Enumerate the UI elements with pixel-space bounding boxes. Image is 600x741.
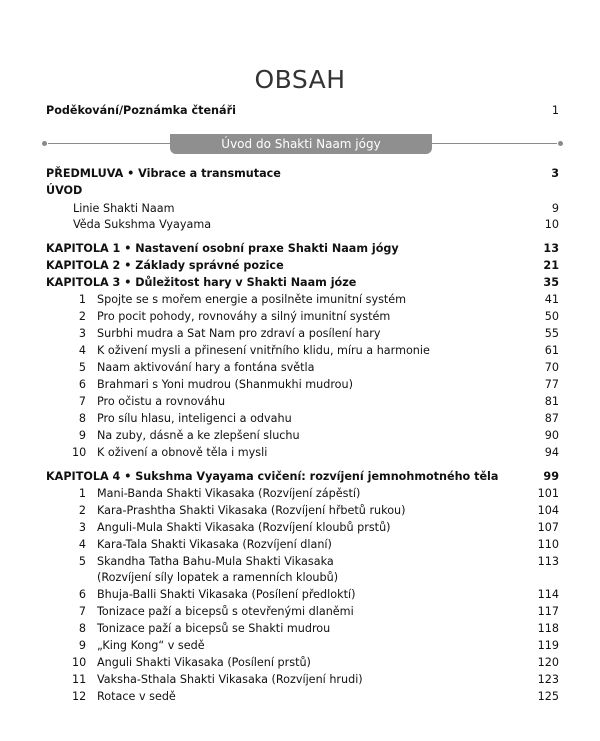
toc-entry-label: Pro sílu hlasu, inteligenci a odvahu — [97, 412, 292, 425]
toc-entry-page: 110 — [537, 538, 559, 551]
divider-dot-right — [558, 141, 563, 146]
toc-item-number: 6 — [78, 378, 86, 391]
toc-entry-label: KAPITOLA 4 • Sukshma Vyayama cvičení: rozvíjení jemnohmotného těla — [46, 470, 499, 483]
toc-item-number: 3 — [78, 521, 86, 534]
toc-entry-label: Anguli Shakti Vikasaka (Posílení prstů) — [97, 656, 311, 669]
toc-item-number: 9 — [78, 639, 86, 652]
toc-entry-page: 41 — [544, 293, 559, 306]
toc-item-number: 2 — [78, 310, 86, 323]
toc-entry-page: 119 — [537, 639, 559, 652]
toc-entry-k3-3[interactable] — [46, 326, 559, 342]
divider-dot-left — [42, 141, 47, 146]
toc-item-number: 1 — [78, 293, 86, 306]
toc-heading-uvod — [46, 183, 559, 199]
toc-entry-label: Spojte se s mořem energie a posilněte imunitní systém — [97, 293, 407, 306]
toc-entry-page: 120 — [537, 656, 559, 669]
toc-entry-k4-9[interactable] — [46, 638, 559, 654]
toc-entry-page: 118 — [537, 622, 559, 635]
toc-entry-page: 90 — [544, 429, 559, 442]
toc-entry-label: Tonizace paží a bicepsů s otevřenými dlaněmi — [97, 605, 354, 618]
toc-item-number: 4 — [78, 538, 86, 551]
toc-entry-page: 99 — [543, 470, 559, 483]
toc-entry-label: Mani-Banda Shakti Vikasaka (Rozvíjení zápěstí) — [97, 487, 361, 500]
toc-entry-page: 117 — [537, 605, 559, 618]
toc-entry-k4-8[interactable] — [46, 621, 559, 637]
toc-item-number: 5 — [78, 361, 86, 374]
toc-entry-label: Naam aktivování hary a fontána světla — [97, 361, 315, 374]
toc-entry-page: 94 — [544, 446, 559, 459]
toc-entry-label: Věda Sukshma Vyayama — [73, 218, 212, 231]
toc-entry-label: Kara-Tala Shakti Vikasaka (Rozvíjení dlaní) — [97, 538, 332, 551]
toc-item-number: 7 — [78, 395, 86, 408]
section-banner: Úvod do Shakti Naam jógy — [170, 134, 432, 154]
toc-entry-k4-6[interactable] — [46, 587, 559, 603]
toc-entry-label: Skandha Tatha Bahu-Mula Shakti Vikasaka — [97, 555, 334, 568]
toc-entry-page: 104 — [537, 504, 559, 517]
toc-entry-label: Rotace v sedě — [97, 690, 176, 703]
toc-entry-page: 61 — [544, 344, 559, 357]
toc-entry-k4-12[interactable] — [46, 689, 559, 705]
toc-entry-k4-5[interactable] — [46, 554, 559, 570]
toc-entry-label: PŘEDMLUVA • Vibrace a transmutace — [46, 167, 281, 180]
toc-entry-kapitola-4[interactable] — [46, 469, 559, 485]
toc-entry-page: 123 — [537, 673, 559, 686]
toc-entry-page: 125 — [537, 690, 559, 703]
toc-entry-k3-5[interactable] — [46, 360, 559, 376]
toc-entry-page: 55 — [544, 327, 559, 340]
toc-entry-k4-11[interactable] — [46, 672, 559, 688]
toc-entry-label: Tonizace paží a bicepsů se Shakti mudrou — [97, 622, 331, 635]
toc-entry-k3-4[interactable] — [46, 343, 559, 359]
toc-entry-label: KAPITOLA 2 • Základy správné pozice — [46, 259, 284, 272]
toc-entry-k3-7[interactable] — [46, 394, 559, 410]
toc-entry-uvod-2[interactable] — [46, 217, 559, 233]
toc-entry-k3-9[interactable] — [46, 428, 559, 444]
toc-item-number: 1 — [78, 487, 86, 500]
toc-entry-k4-3[interactable] — [46, 520, 559, 536]
toc-entry-label: K oživení mysli a přinesení vnitřního klidu, míru a harmonie — [97, 344, 430, 357]
toc-item-number: 11 — [72, 673, 87, 686]
toc-entry-label: „King Kong“ v sedě — [97, 639, 205, 652]
toc-entry-page: 113 — [537, 555, 559, 568]
toc-entry-k4-4[interactable] — [46, 537, 559, 553]
toc-item-number: 8 — [78, 412, 86, 425]
toc-entry-label: Linie Shakti Naam — [73, 202, 175, 215]
toc-entry-label: Surbhi mudra a Sat Nam pro zdraví a posílení hary — [97, 327, 381, 340]
toc-entry-page: 87 — [544, 412, 559, 425]
toc-entry-k3-10[interactable] — [46, 445, 559, 461]
toc-entry-page: 107 — [537, 521, 559, 534]
toc-item-number: 7 — [78, 605, 86, 618]
toc-entry-label-continued: (Rozvíjení síly lopatek a ramenních kloubů) — [97, 571, 339, 584]
toc-entry-k4-1[interactable] — [46, 486, 559, 502]
toc-entry-k3-2[interactable] — [46, 309, 559, 325]
toc-entry-label: KAPITOLA 1 • Nastavení osobní praxe Shakti Naam jógy — [46, 242, 399, 255]
toc-entry-label: Poděkování/Poznámka čtenáři — [46, 104, 236, 117]
toc-entry-k4-2[interactable] — [46, 503, 559, 519]
toc-entry-acknowledgements[interactable] — [46, 103, 559, 119]
toc-entry-predmluva[interactable] — [46, 166, 559, 182]
toc-entry-page: 70 — [544, 361, 559, 374]
toc-entry-label: Bhuja-Balli Shakti Vikasaka (Posílení předloktí) — [97, 588, 356, 601]
toc-item-number: 12 — [72, 690, 87, 703]
toc-entry-label: Na zuby, dásně a ke zlepšení sluchu — [97, 429, 300, 442]
toc-heading-label: ÚVOD — [46, 184, 83, 197]
toc-item-number: 8 — [78, 622, 86, 635]
toc-entry-label: Pro pocit pohody, rovnováhy a silný imunitní systém — [97, 310, 391, 323]
toc-entry-page: 114 — [537, 588, 559, 601]
toc-entry-page: 50 — [544, 310, 559, 323]
toc-entry-k4-7[interactable] — [46, 604, 559, 620]
toc-entry-page: 21 — [543, 259, 559, 272]
toc-entry-k4-10[interactable] — [46, 655, 559, 671]
toc-entry-k4-5-cont — [46, 570, 559, 586]
toc-entry-label: Anguli-Mula Shakti Vikasaka (Rozvíjení kloubů prstů) — [97, 521, 391, 534]
toc-entry-page: 35 — [543, 276, 559, 289]
toc-item-number: 6 — [78, 588, 86, 601]
toc-entry-page: 101 — [537, 487, 559, 500]
toc-entry-kapitola-3[interactable] — [46, 275, 559, 291]
toc-item-number: 10 — [72, 656, 87, 669]
toc-entry-page: 81 — [544, 395, 559, 408]
toc-entry-page: 9 — [551, 202, 559, 215]
page-title: OBSAH — [254, 65, 346, 94]
toc-item-number: 10 — [72, 446, 87, 459]
toc-entry-kapitola-1[interactable] — [46, 241, 559, 257]
toc-item-number: 4 — [78, 344, 86, 357]
toc-entry-k3-6[interactable] — [46, 377, 559, 393]
section-divider — [42, 134, 563, 154]
toc-entry-label: Pro očistu a rovnováhu — [97, 395, 226, 408]
toc-entry-page: 10 — [544, 218, 559, 231]
toc-item-number: 9 — [78, 429, 86, 442]
toc-entry-page: 13 — [543, 242, 559, 255]
toc-item-number: 2 — [78, 504, 86, 517]
toc-entry-k3-8[interactable] — [46, 411, 559, 427]
toc-entry-page: 3 — [551, 167, 559, 180]
toc-entry-label: Brahmari s Yoni mudrou (Shanmukhi mudrou) — [97, 378, 353, 391]
toc-entry-page: 77 — [544, 378, 559, 391]
toc-item-number: 5 — [78, 555, 86, 568]
toc-entry-kapitola-2[interactable] — [46, 258, 559, 274]
toc-entry-label: K oživení a obnově těla i mysli — [97, 446, 268, 459]
toc-entry-label: Kara-Prashtha Shakti Vikasaka (Rozvíjení hřbetů rukou) — [97, 504, 406, 517]
toc-entry-label: Vaksha-Sthala Shakti Vikasaka (Rozvíjení hrudi) — [97, 673, 363, 686]
toc-entry-page: 1 — [551, 104, 559, 117]
toc-item-number: 3 — [78, 327, 86, 340]
toc-entry-label: KAPITOLA 3 • Důležitost hary v Shakti Naam józe — [46, 276, 357, 289]
toc-entry-k3-1[interactable] — [46, 292, 559, 308]
toc-entry-uvod-1[interactable] — [46, 201, 559, 217]
